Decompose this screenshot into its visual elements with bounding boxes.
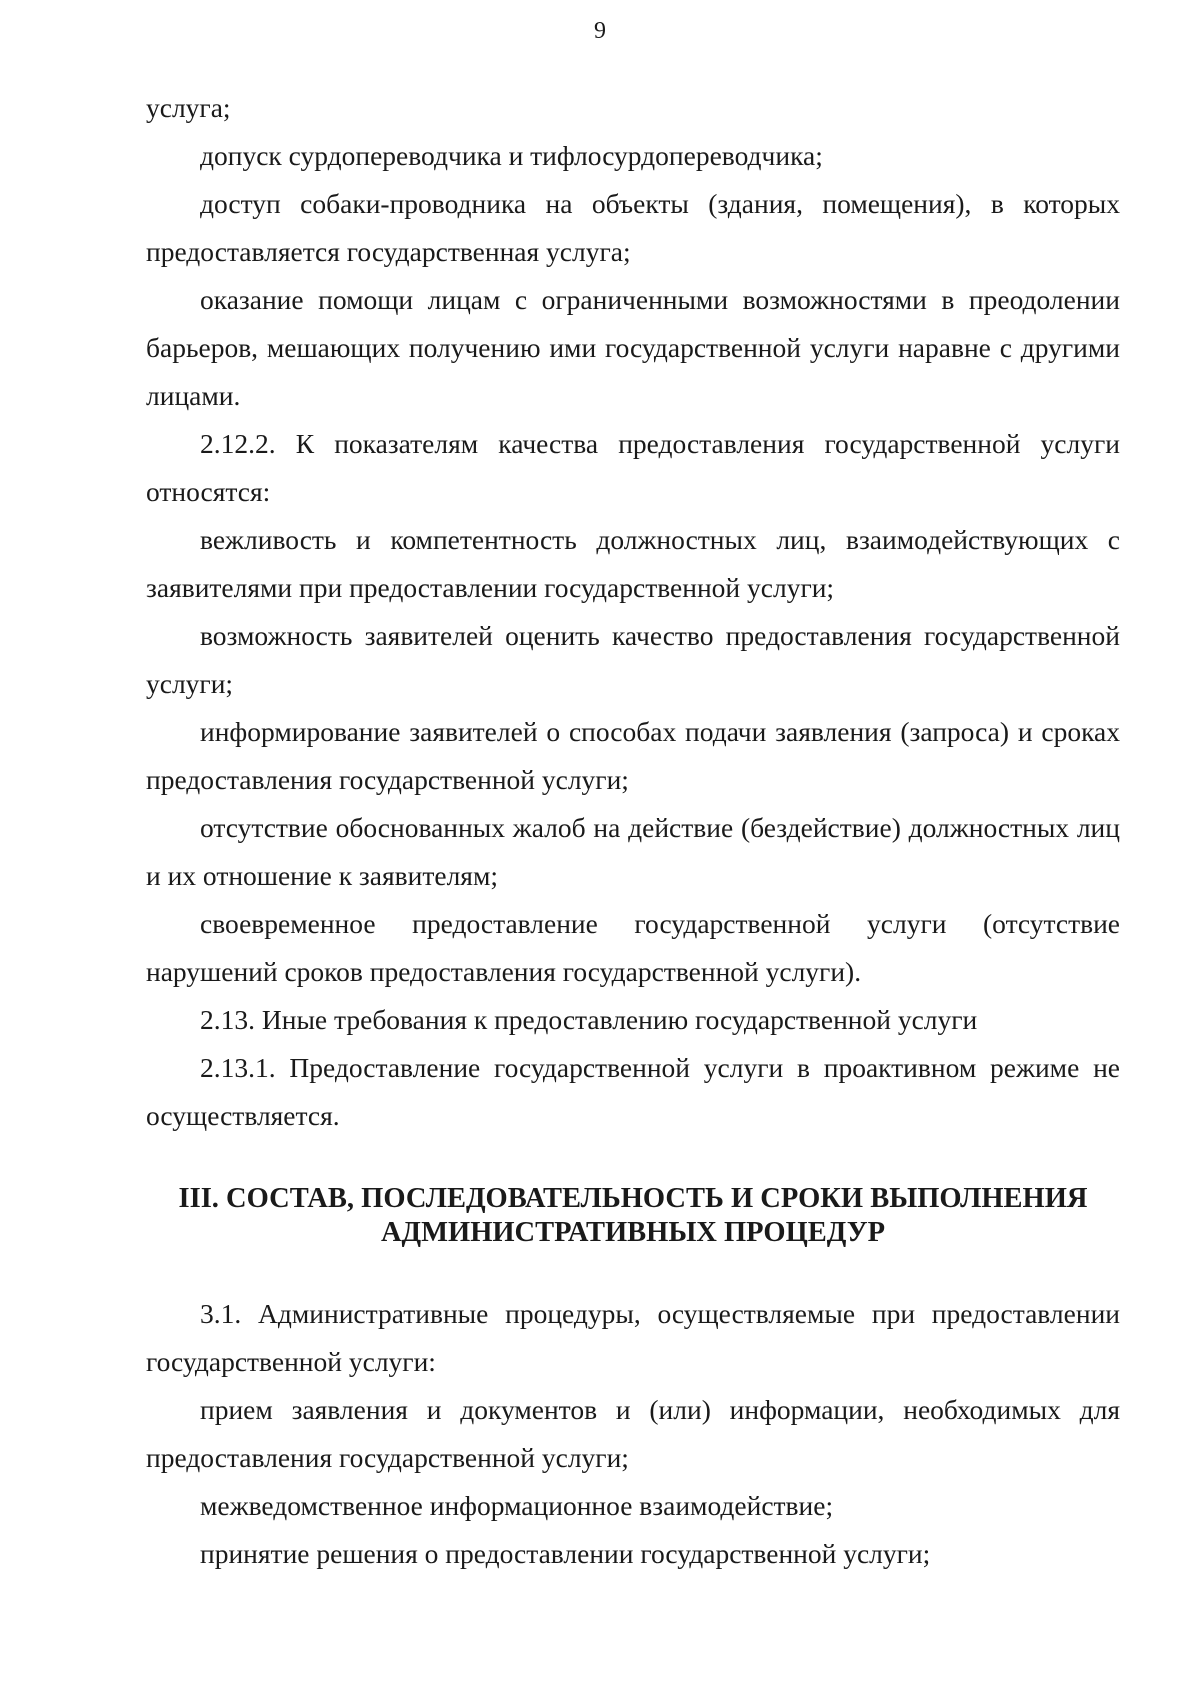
paragraph: отсутствие обоснованных жалоб на действие (бездействие) должностных лиц и их отношение к заявителям; xyxy=(146,812,1120,891)
section-after-heading xyxy=(146,1290,1120,1578)
paragraph: своевременное предоставление государственной услуги (отсутствие нарушений сроков предоставления государственной услуги). xyxy=(146,908,1120,987)
section-before-heading xyxy=(146,84,1120,1140)
page-number: 9 xyxy=(594,18,606,44)
paragraph: информирование заявителей о способах подачи заявления (запроса) и сроках предоставления государственной услуги; xyxy=(146,716,1120,795)
paragraph: 2.13. Иные требования к предоставлению государственной услуги xyxy=(200,1004,978,1035)
document-body xyxy=(146,84,1120,1578)
paragraph: доступ собаки-проводника на объекты (здания, помещения), в которых предоставляется государственная услуга; xyxy=(146,188,1120,267)
paragraph: межведомственное информационное взаимодействие; xyxy=(200,1490,834,1521)
paragraph: 2.12.2. К показателям качества предоставления государственной услуги относятся: xyxy=(146,428,1120,507)
section-heading-line: АДМИНИСТРАТИВНЫХ ПРОЦЕДУР xyxy=(380,1217,886,1248)
paragraph: 2.13.1. Предоставление государственной услуги в проактивном режиме не осуществляется. xyxy=(146,1052,1120,1131)
paragraph: вежливость и компетентность должностных лиц, взаимодействующих с заявителями при предоставлении государственной услуги; xyxy=(146,524,1120,603)
paragraph: оказание помощи лицам с ограниченными возможностями в преодолении барьеров, мешающих получению ими государственной услуги наравне с другими лицами. xyxy=(146,284,1120,411)
section-heading-line: III. СОСТАВ, ПОСЛЕДОВАТЕЛЬНОСТЬ И СРОКИ ВЫПОЛНЕНИЯ xyxy=(178,1183,1088,1214)
paragraph: услуга; xyxy=(146,92,231,123)
paragraph: принятие решения о предоставлении государственной услуги; xyxy=(200,1538,931,1569)
paragraph: возможность заявителей оценить качество предоставления государственной услуги; xyxy=(146,620,1120,699)
paragraph: допуск сурдопереводчика и тифлосурдопереводчика; xyxy=(200,140,823,171)
paragraph: 3.1. Административные процедуры, осуществляемые при предоставлении государственной услуги: xyxy=(146,1298,1120,1377)
section-heading xyxy=(146,1182,1120,1250)
paragraph: прием заявления и документов и (или) информации, необходимых для предоставления государственной услуги; xyxy=(146,1394,1120,1473)
